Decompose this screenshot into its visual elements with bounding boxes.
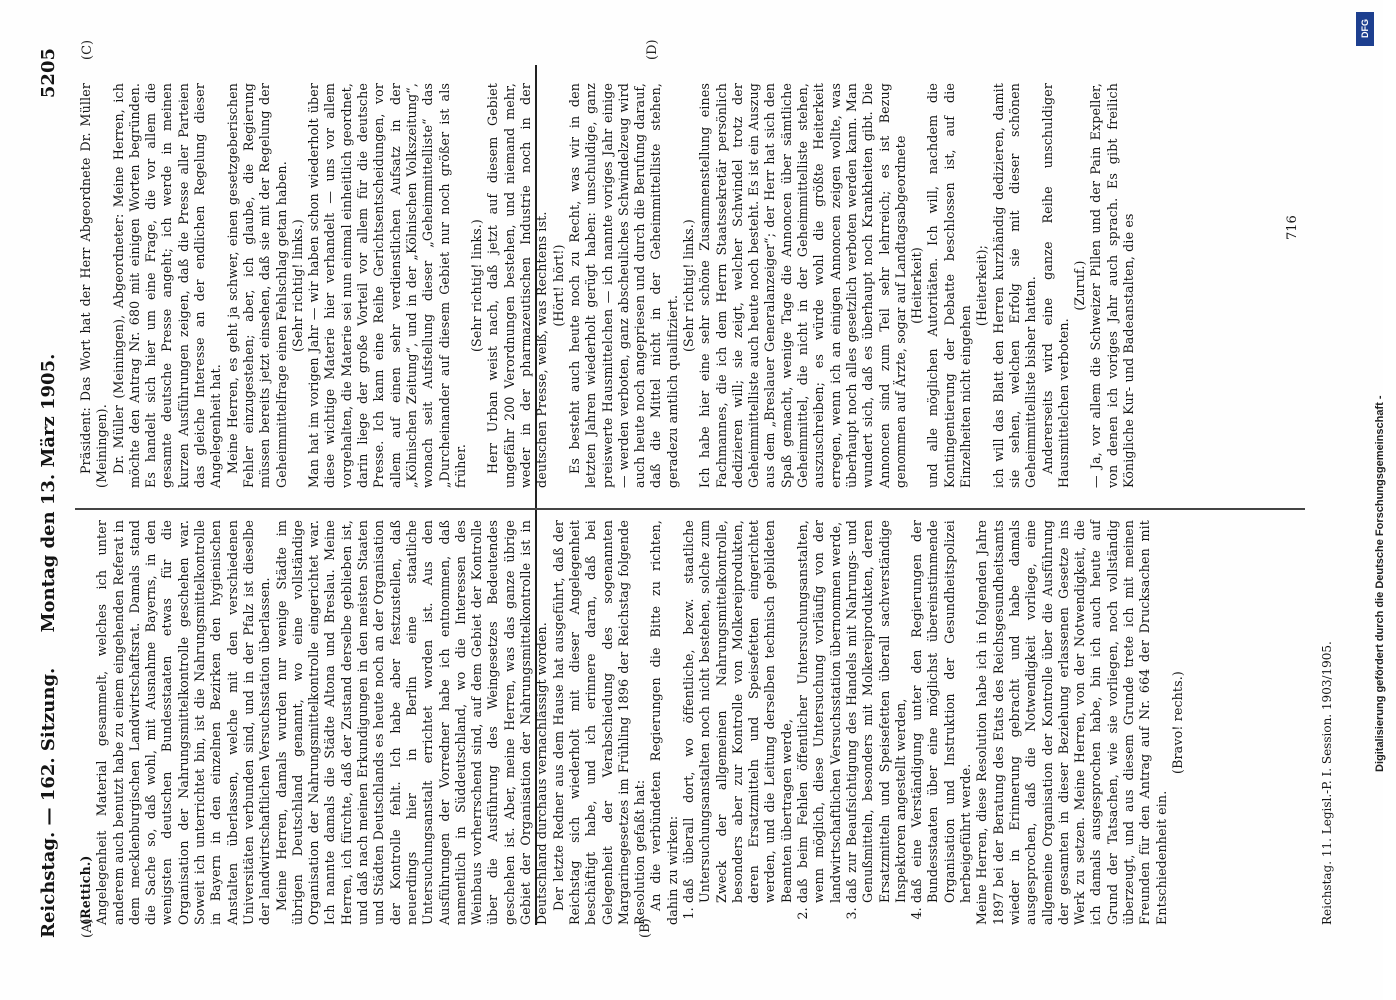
list-item: 4. daß eine Verständigung unter den Regierungen der Bundesstaaten über eine möglichst übereinstimmende Organisation und Instruktion der Gesundheitspolizei herbeigeführt werde. xyxy=(909,520,974,903)
interjection: (Sehr richtig! links.) xyxy=(680,218,696,353)
paragraph: Man hat im vorigen Jahr — wir haben schon wiederholt über diese wichtige Materie hier verhandelt — uns vor allem vorgehalten, die Materie sei nun einmal einheitlich geordnet, darin liege der große Vorteil vor allem für die deutsche Presse. Ich kann eine Reihe Gerichtsentscheidungen, vor allem auf einen sehr verdienstlichen Aufsatz in der „Kölnischen Zeitung“, und in der „Kölnischen Volkszeitung“, wonach seit Aufstellung dieser „Geheimmittelliste“ das „Durcheinander auf diesem Gebiet nur noch größer ist als früher. xyxy=(306,83,468,488)
paragraph: — Ja, vor allem die Schweizer Pillen und der Pain Expeller, von denen ich voriges Jahr auch sprach. Es gibt freilich Königliche Kur- und Badeanstalten, die es xyxy=(1088,83,1136,488)
page-number: 5205 xyxy=(38,48,59,99)
list-item: 3. daß zur Beaufsichtigung des Handels mit Nahrungs- und Genußmitteln, besonders mit Molkereiprodukten, deren Ersatzmitteln und Speisefetten überall sachverständige Inspektoren angestellt werden, xyxy=(844,520,909,903)
page-footer: Reichstag. 11. Legisl.-P. I. Session. 1903/1905. xyxy=(1320,641,1334,925)
paragraph: Meine Herren, es geht ja schwer, einen gesetzgeberischen Fehler einzugestehen; aber, ich glaube, die Regierung müssen bereits jetzt einsehen, daß sie mit der Regelung der Geheimmittelfrage einen Fehlschlag getan haben. xyxy=(224,83,289,488)
dfg-logo: DFG xyxy=(1356,12,1374,46)
interjection: (Sehr richtig! links.) xyxy=(469,218,485,353)
margin-mark-d: (D) xyxy=(645,39,660,60)
list-item: 1. daß überall dort, wo öffentliche, bezw. staatliche Untersuchungsanstalten noch nicht bestehen, solche zum Zweck der allgemeinen Nahrungsmittelkontrolle, besonders aber zur Kontrolle von Molkereiprodukten, deren Ersatzmitteln und Speisefetten eingerichtet werden, und die Leitung derselben technisch gebildeten Beamten übertragen werde, xyxy=(681,520,795,903)
interjection: (Bravo! rechts.) xyxy=(1169,671,1185,774)
left-column xyxy=(78,520,1186,925)
resolution-list xyxy=(681,520,974,925)
margin-mark-b: (B) xyxy=(638,918,653,938)
paragraph: Meine Herren, diese Resolution habe ich in folgenden Jahre 1897 bei der Beratung des Etats des Reichsgesundheitsamts wieder in Erinnerung gebracht und habe damals ausgesprochen, daß die Notwendigkeit vorliege, eine allgemeine Organisation der Kontrolle über die Ausführung der gesamten in dieser Beziehung erlassenen Gesetze ins Werk zu setzen. Meine Herren, von der Notwendigkeit, die ich damals ausgesprochen habe, bin ich auch heute auf Grund der Tatsachen, wie sie vorliegen, noch vollständig überzeugt, und aus diesem Grunde trete ich mit meinen Freunden für den Antrag auf Nr. 664 der Drucksachen mit Entschiedenheit ein. xyxy=(974,520,1169,925)
paragraph: Dr. Müller (Meiningen), Abgeordneter: Meine Herren, ich möchte den Antrag Nr. 680 mit einigen Worten begründen. Es handelt sich hier um eine Frage, die vor allem die gesamte deutsche Presse angeht; ich werde in meinen kurzen Ausführungen zeigen, daß die Presse aller Parteien das gleiche Interesse an der endlichen Regelung dieser Angelegenheit hat. xyxy=(110,83,224,488)
dfg-notice-text: Digitalisierung gefördert durch die Deutsche Forschungsgemeinschaft - xyxy=(1374,395,1386,772)
header-date: Montag den 13. März 1905. xyxy=(38,353,59,633)
list-item: 2. daß beim Fehlen öffentlicher Untersuchungsanstalten, wenn möglich, diese Untersuchung vorläufig von der landwirtschaftlichen Versuchsstation übernommen werde, xyxy=(795,520,844,903)
paragraph: Ich habe hier eine sehr schöne Zusammenstellung eines Fachmannes, die ich dem Herrn Staatssekretär persönlich dedizieren will; sie zeigt, welcher Schwindel trotz der Geheimmittelliste auch heute noch besteht. Es ist ein Auszug aus dem „Breslauer Generalanzeiger“; der Herr hat sich den Spaß gemacht, wenige Tage die Annoncen über sämtliche Geheimmittel, die nicht in der Geheimmittelliste stehen, auszuschreiben; es würde wohl die größte Heiterkeit erregen, wenn ich an einigen Annoncen zeigen wollte, was überhaupt noch alles gesetzlich verboten werden kann. Man wundert sich, daß es überhaupt noch Krankheiten gibt. Die Annoncen sind zum Teil sehr lehrreich; es ist Bezug genommen auf Ärzte, sogar auf Landtagsabgeordnete xyxy=(697,83,908,488)
paragraph: Herr Urban weist nach, daß jetzt auf diesem Gebiet ungefähr 200 Verordnungen bestehen, und niemand mehr, weder in der pharmazeutischen Industrie noch in der deutschen Presse, weiß, was Rechtens ist. xyxy=(485,83,550,488)
paragraph: Der letzte Redner aus dem Hause hat ausgeführt, daß der Reichstag sich wiederholt mit dieser Angelegenheit beschäftigt habe, und ich erinnere daran, daß bei Gelegenheit der Verabschiedung des sogenannten Margarinegesetzes im Frühling 1896 der Reichstag folgende Resolution gefaßt hat: xyxy=(550,520,648,925)
interjection: (Heiterkeit); xyxy=(974,244,990,327)
header-left: Reichstag. — 162. Sitzung. xyxy=(38,667,59,938)
interjection: (Zuruf.) xyxy=(1072,260,1088,311)
paragraph: Präsident: Das Wort hat der Herr Abgeordnete Dr. Müller (Meiningen). xyxy=(78,83,110,488)
paragraph: An die verbündeten Regierungen die Bitte zu richten, dahin zu wirken: xyxy=(648,520,680,925)
paragraph: und alle möglichen Autoritäten. Ich will, nachdem die Kontingentierung der Debatte beschlossen ist, auf die Einzelheiten nicht eingehen xyxy=(925,83,974,488)
paragraph: Angelegenheit Material gesammelt, welches ich unter anderem auch benutzt habe zu einem eingehenden Referat in dem mecklenburgischen Landwirtschaftsrat. Damals stand die Sache so, daß wohl, mit Ausnahme Bayerns, in den wenigsten deutschen Bundesstaaten etwas für die Organisation der Nahrungsmittelkontrolle geschehen war. Soweit ich unterrichtet bin, ist die Nahrungsmittelkontrolle in Bayern in den einzelnen Bezirken den hygienischen Anstalten überlassen, welche mit den verschiedenen Universitäten verbunden sind, und in der Pfalz ist dieselbe der landwirtschaftlichen Versuchsstation überlassen. xyxy=(94,520,273,925)
page-header xyxy=(38,48,70,938)
column-divider xyxy=(75,508,1305,510)
dfg-notice xyxy=(1352,12,1386,972)
paragraph: ich will das Blatt den Herren kurzhändig dedizieren, damit sie sehen, welchen Erfolg sie mit dieser schönen Geheimmittelliste bisher hatten. xyxy=(990,83,1039,488)
paragraph: Meine Herren, damals wurden nur wenige Städte im übrigen Deutschland genannt, wo eine vollständige Organisation der Nahrungsmittelkontrolle eingerichtet war. Ich nannte damals die Städte Altona und Breslau. Meine Herren, ich fürchte, daß der Zustand derselbe geblieben ist, und daß nach meinen Erkundigungen in den meisten Staaten und Städten Deutschlands es heute noch an der Organisation der Kontrolle fehlt. Ich habe aber festzustellen, daß neuerdings hier in Berlin eine staatliche Untersuchungsanstalt errichtet worden ist. Aus den Ausführungen der Vorredner habe ich entnommen, daß namentlich in Süddeutschland, wo die Interessen des Weinbaus vorherrschend sind, auf dem Gebiet der Kontrolle über die Ausführung des Weingesetzes Bedeutendes geschehen ist. Aber, meine Herren, was das ganze übrige Gebiet der Organisation der Nahrungsmittelkontrolle ist in Deutschland durchaus vernachlässigt worden. xyxy=(273,520,550,925)
interjection: (Hört! hört!) xyxy=(550,244,566,327)
speaker-label: (Rettich.) xyxy=(78,855,93,925)
interjection: (Sehr richtig! links.) xyxy=(289,218,305,353)
right-column xyxy=(78,83,1137,488)
interjection: (Heiterkeit) xyxy=(909,247,925,324)
signature-number: 716 xyxy=(1285,215,1300,240)
paragraph: Andererseits wird eine ganze Reihe unschuldiger Hausmittelchen verboten. xyxy=(1039,83,1071,488)
margin-mark-c: (C) xyxy=(80,39,95,60)
paragraph: Es besteht auch heute noch zu Recht, was wir in den letzten Jahren wiederholt gerügt haben: unschuldige, ganz preiswerte Hausmittelchen — ich nannte voriges Jahr einige — werden verboten, ganz abscheuliches Schwindelzeug wird auch heute noch angepriesen und durch die Berufung darauf, daß die Mittel nicht in der Geheimmittelliste stehen, geradezu amtlich qualifiziert. xyxy=(566,83,680,488)
margin-mark-a: (A) xyxy=(80,918,95,938)
